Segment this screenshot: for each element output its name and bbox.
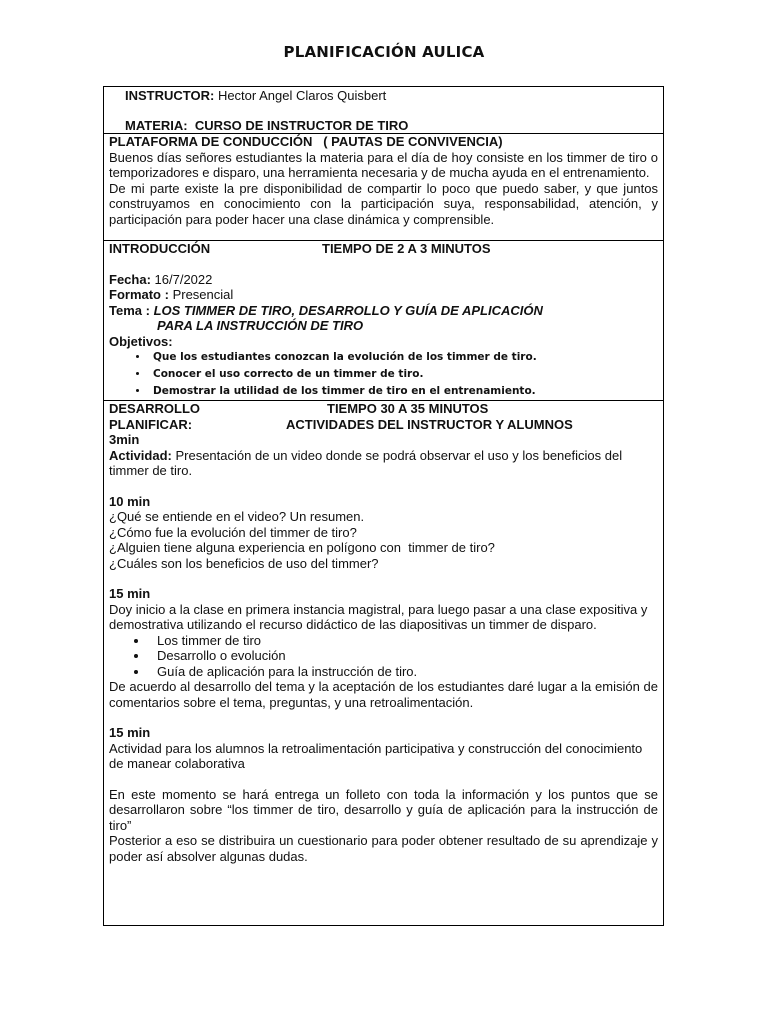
- instructor-name: Hector Angel Claros Quisbert: [217, 88, 387, 103]
- introduccion-heading-row: [109, 241, 658, 257]
- plataforma-paragraph-1: Buenos días señores estudiantes la materia para el día de hoy consiste en los timmer de tiro o temporizadores e disparo, una herramienta necesaria y de mucha ayuda en el entrenamiento.: [109, 149, 658, 180]
- planificar-row: [109, 417, 658, 433]
- instructor-label: INSTRUCTOR:: [125, 88, 215, 103]
- formato-label: Formato :: [109, 287, 169, 302]
- desarrollo-heading-row: [109, 401, 658, 417]
- objetivo-item: • Conocer el uso correcto de un timmer de tiro.: [149, 366, 658, 383]
- objetivo-item: • Que los estudiantes conozcan la evolución de los timmer de tiro.: [149, 349, 658, 366]
- materia-line: [125, 118, 658, 134]
- plataforma-section: [104, 134, 663, 241]
- tema-line: [109, 303, 658, 319]
- question-item: ¿Qué se entiende en el video? Un resumen.: [109, 509, 365, 524]
- planificar-value: ACTIVIDADES DEL INSTRUCTOR Y ALUMNOS: [286, 416, 573, 432]
- objetivos-list: [109, 349, 658, 400]
- block3-time: 15 min: [109, 586, 151, 601]
- materia-label: MATERIA:: [125, 117, 188, 133]
- actividad-text: Presentación de un video donde se podrá observar el uso y los beneficios del timmer de tiro.: [109, 447, 623, 478]
- objetivo-item: • Demostrar la utilidad de los timmer de tiro en el entrenamiento.: [149, 383, 658, 400]
- block2-time: 10 min: [109, 493, 151, 509]
- block4-time: 15 min: [109, 725, 151, 740]
- block3-text: Doy inicio a la clase en primera instancia magistral, para luego pasar a una clase expositiva y demostrativa utilizando el recurso didáctico de las diapositivas un timmer de disparo.: [109, 601, 648, 632]
- block4-text: Actividad para los alumnos la retroalimentación participativa y construcción del conocimiento de manear colaborativa: [109, 740, 643, 771]
- question-item: ¿Cómo fue la evolución del timmer de tiro?: [109, 524, 357, 540]
- instructor-line: [125, 88, 658, 104]
- actividad-label: Actividad:: [109, 447, 172, 463]
- materia-value: CURSO DE INSTRUCTOR DE TIRO: [194, 117, 409, 133]
- block4-paragraph-2: En este momento se hará entrega un folleto con toda la información y los puntos que se desarrollaron sobre “los timmer de tiro, desarrollo y guía de aplicación para la instrucción de tiro”: [109, 786, 658, 833]
- introduccion-heading: INTRODUCCIÓN: [109, 241, 211, 256]
- fecha-label: Fecha:: [109, 271, 151, 287]
- formato-line: [109, 287, 658, 303]
- block3-list: [109, 633, 658, 680]
- objetivos-label: Objetivos:: [109, 333, 173, 349]
- document-title: PLANIFICACIÓN AULICA: [283, 43, 485, 61]
- planning-table: [103, 86, 664, 926]
- tema-label: Tema :: [109, 302, 150, 318]
- block3-item: • Los timmer de tiro: [149, 633, 658, 649]
- tema-line-1: LOS TIMMER DE TIRO, DESARROLLO Y GUÍA DE APLICACIÓN: [153, 302, 543, 318]
- formato-value: Presencial: [172, 287, 234, 302]
- question-item: ¿Alguien tiene alguna experiencia en polígono con timmer de tiro?: [109, 540, 495, 555]
- plataforma-heading: PLATAFORMA DE CONDUCCIÓN ( PAUTAS DE CONVIVENCIA): [109, 134, 503, 149]
- block1-time: 3min: [109, 432, 140, 447]
- fecha-value: 16/7/2022: [154, 271, 213, 287]
- block3-after: De acuerdo al desarrollo del tema y la aceptación de los estudiantes daré lugar a la emisión de comentarios sobre el tema, preguntas, y una retroalimentación.: [109, 679, 658, 710]
- actividad-line: [109, 448, 658, 479]
- question-item: ¿Cuáles son los beneficios de uso del timmer?: [109, 555, 379, 571]
- fecha-line: [109, 272, 658, 288]
- plataforma-paragraph-2: De mi parte existe la pre disponibilidad de compartir lo poco que puedo saber, y que juntos construyamos en conocimiento con la participación suya, responsabilidad, atención, y participación para poder hacer una clase dinámica y comprensible.: [109, 180, 658, 227]
- tema-line-2: PARA LA INSTRUCCIÓN DE TIRO: [157, 318, 364, 333]
- desarrollo-section: [104, 401, 663, 864]
- introduccion-section: [104, 241, 663, 401]
- desarrollo-heading: DESARROLLO: [109, 401, 200, 416]
- introduccion-tiempo: TIEMPO DE 2 A 3 MINUTOS: [322, 241, 491, 256]
- planificar-label: PLANIFICAR:: [109, 416, 193, 432]
- header-section: [104, 87, 663, 134]
- block3-item: • Desarrollo o evolución: [149, 648, 658, 664]
- block4-paragraph-3: Posterior a eso se distribuira un cuestionario para poder obtener resultado de su aprendizaje y poder así absolver algunas dudas.: [109, 833, 658, 864]
- block3-item: • Guía de aplicación para la instrucción de tiro.: [149, 664, 658, 680]
- desarrollo-tiempo: TIEMPO 30 A 35 MINUTOS: [327, 401, 489, 416]
